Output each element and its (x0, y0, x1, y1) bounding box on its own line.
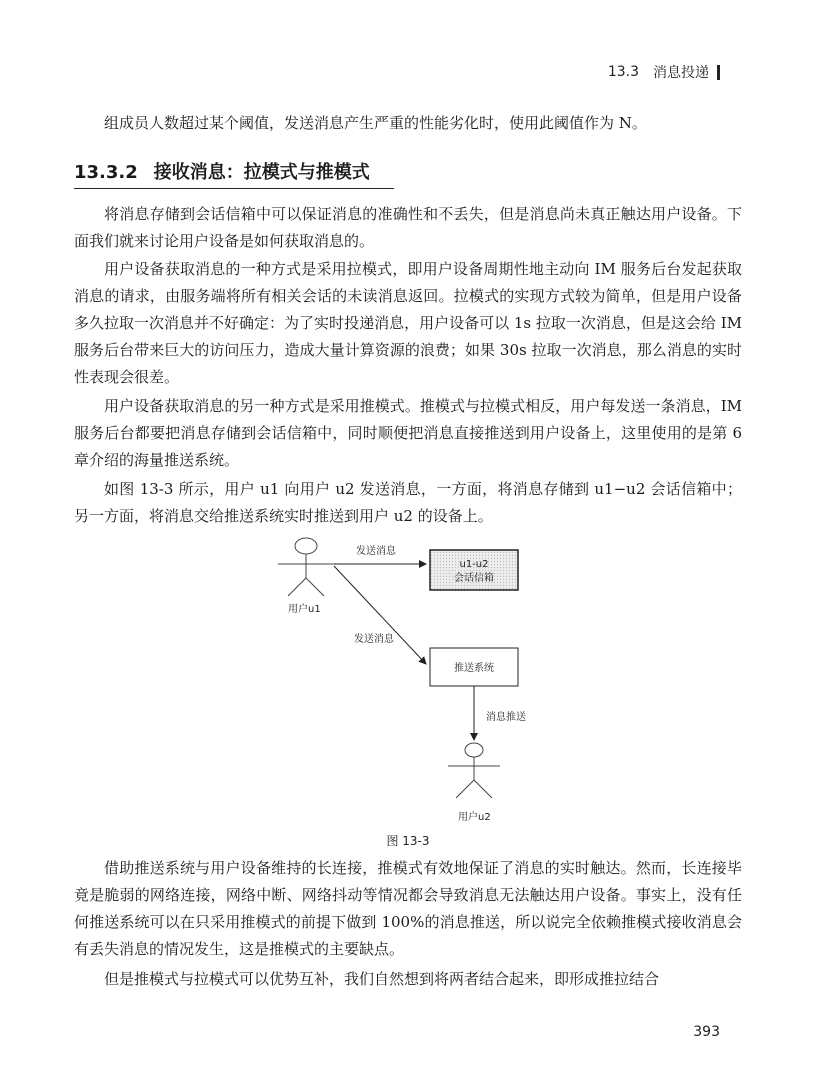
paragraph-2: 用户设备获取消息的一种方式是采用拉模式，即用户设备周期性地主动向 IM 服务后台发起获取消息的请求，由服务端将所有相关会话的未读消息返回。拉模式的实现方式较为简单，但是用户设备多久拉取一次消息并不好确定：为了实时投递消息，用户设备可以 1s 拉取一次消息，但是这会给 IM 服务后台带来巨大的访问压力，造成大量计算资源的浪费；如果 30s 拉取一次消息，那么消息的实时性表现会很差。 (74, 260, 742, 386)
user-u1-head (295, 538, 317, 554)
header-section-title: 消息投递 (653, 65, 709, 81)
header-section-number: 13.3 (607, 64, 639, 80)
section-heading (74, 158, 394, 189)
push-system-label: 推送系统 (454, 663, 494, 674)
section-title: 接收消息：拉模式与推模式 (153, 162, 370, 183)
header-bar (717, 65, 720, 80)
figure-13-3 (250, 530, 570, 830)
edge-label-send-2: 发送消息 (354, 634, 394, 645)
running-header (608, 62, 720, 82)
paragraph-3: 用户设备获取消息的另一种方式是采用推模式。推模式与拉模式相反，用户每发送一条消息，IM 服务后台都要把消息存储到会话信箱中，同时顺便把消息直接推送到用户设备上，这里使用的是第 6 章介绍的海量推送系统。 (74, 397, 742, 469)
mailbox-label-line2: 会话信箱 (454, 573, 494, 584)
mailbox-label-line1: u1-u2 (459, 559, 489, 570)
section-number: 13.3.2 (74, 162, 138, 183)
mailbox-box (430, 550, 518, 590)
edge-label-send-1: 发送消息 (356, 546, 396, 557)
page-number: 393 (693, 1024, 720, 1040)
paragraph-6: 但是推模式与拉模式可以优势互补，我们自然想到将两者结合起来，即形成推拉结合 (104, 970, 660, 988)
send-arrow-to-push-system (334, 566, 426, 664)
figure-caption: 图 13-3 (386, 834, 430, 848)
edge-label-push: 消息推送 (486, 712, 526, 723)
paragraph-4: 如图 13-3 所示，用户 u1 向用户 u2 发送消息，一方面，将消息存储到 u1−u2 会话信箱中；另一方面，将消息交给推送系统实时推送到用户 u2 的设备上。 (74, 480, 742, 525)
paragraph-1: 将消息存储到会话信箱中可以保证消息的准确性和不丢失，但是消息尚未真正触达用户设备。下面我们就来讨论用户设备是如何获取消息的。 (74, 205, 742, 250)
user-u1-label: 用户u1 (288, 604, 321, 615)
user-u2-label: 用户u2 (458, 812, 491, 823)
user-u2-head (465, 743, 483, 757)
paragraph-5: 借助推送系统与用户设备维持的长连接，推模式有效地保证了消息的实时触达。然而，长连接毕竟是脆弱的网络连接，网络中断、网络抖动等情况都会导致消息无法触达用户设备。事实上，没有任何推送系统可以在只采用推模式的前提下做到 100%的消息推送，所以说完全依赖推模式接收消息会有丢失消息的情况发生，这是推模式的主要缺点。 (74, 859, 742, 958)
user-u2-figure (448, 743, 500, 798)
user-u1-figure (278, 538, 334, 596)
intro-paragraph: 组成员人数超过某个阈值，发送消息产生严重的性能劣化时，使用此阈值作为 N。 (104, 114, 647, 132)
